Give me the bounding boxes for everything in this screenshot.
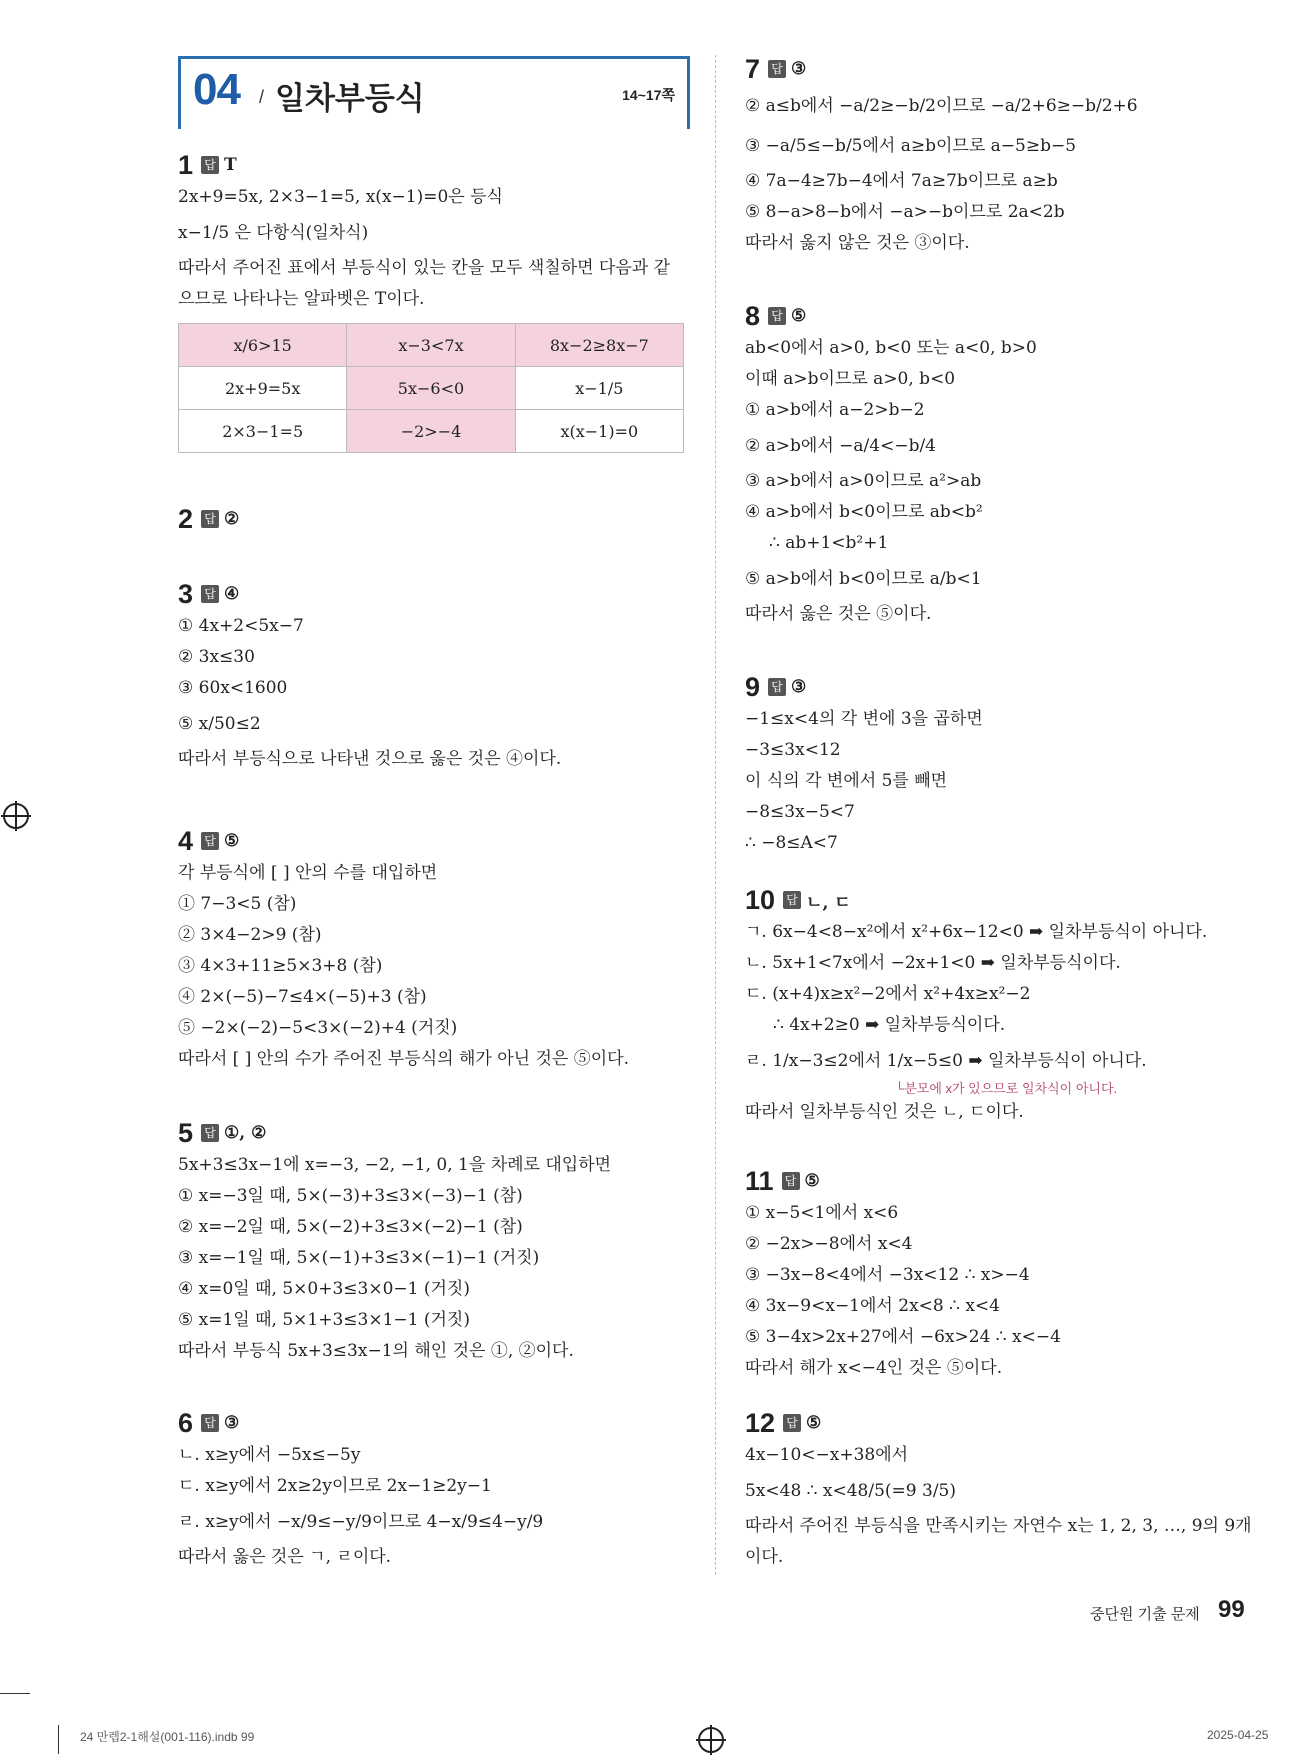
registration-mark-icon	[3, 803, 29, 829]
problem-9	[745, 670, 1265, 859]
solution-line: 따라서 옳은 것은 ⑤이다.	[745, 604, 932, 624]
solution-line: 으므로 나타나는 알파벳은 T이다.	[178, 289, 425, 309]
solution-line: ㄹ. x≥y에서 −x/9≤−y/9이므로 4−x/9≤4−y/9	[178, 1512, 544, 1532]
answer-tag: 답	[783, 891, 801, 909]
solution-line: ② −2x>−8에서 x<4	[745, 1234, 913, 1254]
solution-line: ③ 4×3+11≥5×3+8 (참)	[178, 956, 383, 976]
problem-number: 7	[745, 53, 761, 84]
solution-line: ∴ 4x+2≥0 ➡ 일차부등식이다.	[773, 1015, 1006, 1035]
solution-line: x−1/5 은 다항식(일차식)	[178, 223, 369, 243]
solution-line: ③ 60x<1600	[178, 678, 288, 698]
inequality-table	[178, 323, 684, 453]
chapter-header	[178, 56, 690, 129]
solution-line: −1≤x<4의 각 변에 3을 곱하면	[745, 709, 983, 729]
solution-line: 5x<48 ∴ x<48/5(=9 3/5)	[745, 1481, 956, 1501]
solution-line: −8≤3x−5<7	[745, 802, 855, 822]
table-cell: −2>−4	[347, 410, 515, 453]
answer-value: ⑤	[791, 306, 807, 326]
problem-10	[745, 883, 1265, 1128]
solution-line: ㄷ. (x+4)x≥x²−2에서 x²+4x≥x²−2	[745, 984, 1031, 1004]
answer-tag: 답	[783, 1414, 801, 1432]
solution-line: ② x=−2일 때, 5×(−2)+3≤3×(−2)−1 (참)	[178, 1217, 523, 1237]
problem-number: 2	[178, 503, 194, 534]
answer-tag: 답	[201, 832, 219, 850]
solution-line: 따라서 주어진 표에서 부등식이 있는 칸을 모두 색칠하면 다음과 같	[178, 258, 671, 278]
solution-line: ㄴ. 5x+1<7x에서 −2x+1<0 ➡ 일차부등식이다.	[745, 953, 1121, 973]
answer-tag: 답	[201, 156, 219, 174]
solution-line: ③ −a/5≤−b/5에서 a≥b이므로 a−5≥b−5	[745, 136, 1077, 156]
answer-tag: 답	[201, 510, 219, 528]
solution-line: 각 부등식에 [ ] 안의 수를 대입하면	[178, 863, 438, 883]
solution-line: ㄴ. x≥y에서 −5x≤−5y	[178, 1445, 361, 1465]
problem-number: 5	[178, 1117, 194, 1148]
answer-value: ①, ②	[224, 1123, 267, 1143]
solution-line: ① x−5<1에서 x<6	[745, 1203, 899, 1223]
crop-mark	[58, 1725, 59, 1754]
problem-number: 4	[178, 825, 194, 856]
solution-line: ∴ ab+1<b²+1	[769, 533, 889, 553]
answer-value: ⑤	[224, 831, 240, 851]
solution-line: ③ −3x−8<4에서 −3x<12 ∴ x>−4	[745, 1265, 1030, 1285]
answer-value: ③	[224, 1413, 240, 1433]
solution-line: ② a≤b에서 −a/2≥−b/2이므로 −a/2+6≥−b/2+6	[745, 96, 1138, 116]
solution-line: ③ a>b에서 a>0이므로 a²>ab	[745, 471, 982, 491]
answer-tag: 답	[201, 1414, 219, 1432]
table-cell: x(x−1)=0	[515, 410, 683, 453]
answer-tag: 답	[768, 678, 786, 696]
solution-line: 따라서 일차부등식인 것은 ㄴ, ㄷ이다.	[745, 1102, 1024, 1122]
answer-tag: 답	[201, 1124, 219, 1142]
solution-line: ⑤ −2×(−2)−5<3×(−2)+4 (거짓)	[178, 1018, 458, 1038]
problem-12	[745, 1406, 1265, 1573]
solution-line: ④ 2×(−5)−7≤4×(−5)+3 (참)	[178, 987, 427, 1007]
solution-line: ④ a>b에서 b<0이므로 ab<b²	[745, 502, 983, 522]
table-cell: 2×3−1=5	[179, 410, 347, 453]
solution-line: ⑤ x=1일 때, 5×1+3≤3×1−1 (거짓)	[178, 1310, 470, 1330]
table-cell: x−1/5	[515, 367, 683, 410]
solution-line: ab<0에서 a>0, b<0 또는 a<0, b>0	[745, 338, 1037, 358]
problem-5	[178, 1116, 688, 1367]
answer-value: ③	[791, 59, 807, 79]
print-date: 2025-04-25	[1207, 1728, 1269, 1742]
solution-line: 따라서 주어진 부등식을 만족시키는 자연수 x는 1, 2, 3, …, 9의 9개	[745, 1516, 1252, 1536]
answer-value: ㄴ, ㄷ	[806, 892, 851, 913]
solution-line: 따라서 부등식 5x+3≤3x−1의 해인 것은 ①, ②이다.	[178, 1341, 574, 1361]
solution-line: ⑤ 8−a>8−b에서 −a>−b이므로 2a<2b	[745, 202, 1065, 222]
answer-value: ④	[224, 584, 240, 604]
problem-1	[178, 148, 688, 453]
solution-line: ∴ −8≤A<7	[745, 833, 838, 853]
registration-mark-icon	[698, 1727, 724, 1753]
solution-line: 4x−10<−x+38에서	[745, 1445, 909, 1465]
table-cell: 2x+9=5x	[179, 367, 347, 410]
problem-number: 12	[745, 1407, 776, 1438]
answer-tag: 답	[782, 1172, 800, 1190]
chapter-slash: /	[259, 87, 265, 107]
problem-number: 3	[178, 578, 194, 609]
solution-line: ③ x=−1일 때, 5×(−1)+3≤3×(−1)−1 (거짓)	[178, 1248, 540, 1268]
problem-6	[178, 1406, 688, 1573]
column-divider	[715, 55, 716, 1575]
solution-line: −3≤3x<12	[745, 740, 841, 760]
answer-tag: 답	[768, 60, 786, 78]
table-cell: x−3<7x	[347, 324, 515, 367]
solution-line: ② 3×4−2>9 (참)	[178, 925, 322, 945]
solution-line: ① 7−3<5 (참)	[178, 894, 297, 914]
chapter-pages: 14~17쪽	[622, 87, 675, 103]
problem-3	[178, 577, 688, 775]
crop-mark	[0, 1693, 30, 1694]
solution-line: 5x+3≤3x−1에 x=−3, −2, −1, 0, 1을 차례로 대입하면	[178, 1155, 612, 1175]
problem-number: 9	[745, 671, 761, 702]
page-number: 99	[1218, 1596, 1245, 1623]
problem-number: 10	[745, 884, 776, 915]
table-cell: 8x−2≥8x−7	[515, 324, 683, 367]
print-file-info: 24 만렙2-1해설(001-116).indb 99	[80, 1730, 255, 1744]
solution-line: ② a>b에서 −a/4<−b/4	[745, 436, 936, 456]
solution-line: ④ x=0일 때, 5×0+3≤3×0−1 (거짓)	[178, 1279, 470, 1299]
solution-line: ㄷ. x≥y에서 2x≥2y이므로 2x−1≥2y−1	[178, 1476, 492, 1496]
solution-line: ⑤ 3−4x>2x+27에서 −6x>24 ∴ x<−4	[745, 1327, 1061, 1347]
solution-line: 따라서 옳은 것은 ㄱ, ㄹ이다.	[178, 1547, 392, 1567]
answer-value: ⑤	[806, 1413, 822, 1433]
solution-line: ㄱ. 6x−4<8−x²에서 x²+6x−12<0 ➡ 일차부등식이 아니다.	[745, 922, 1208, 942]
answer-value: ⑤	[804, 1171, 820, 1191]
chapter-title: 일차부등식	[275, 81, 425, 116]
solution-line: ① a>b에서 a−2>b−2	[745, 400, 925, 420]
solution-line: ② 3x≤30	[178, 647, 255, 667]
problem-number: 8	[745, 300, 761, 331]
solution-line: 이다.	[745, 1547, 784, 1567]
solution-line: 따라서 부등식으로 나타낸 것으로 옳은 것은 ④이다.	[178, 749, 562, 769]
solution-line: ㄹ. 1/x−3≤2에서 1/x−5≤0 ➡ 일차부등식이 아니다.	[745, 1051, 1147, 1071]
problem-number: 11	[745, 1165, 774, 1196]
answer-tag: 답	[768, 307, 786, 325]
problem-7	[745, 52, 1265, 259]
problem-8	[745, 299, 1265, 630]
solution-line: 따라서 해가 x<−4인 것은 ⑤이다.	[745, 1358, 1003, 1378]
problem-2	[178, 502, 688, 536]
solution-line: 따라서 옳지 않은 것은 ③이다.	[745, 233, 970, 253]
answer-tag: 답	[201, 585, 219, 603]
answer-value: ③	[791, 677, 807, 697]
answer-value: ②	[224, 509, 240, 529]
annotation-note: └분모에 x가 있으므로 일차식이 아니다.	[895, 1081, 1118, 1096]
solution-line: ① x=−3일 때, 5×(−3)+3≤3×(−3)−1 (참)	[178, 1186, 523, 1206]
chapter-number: 04	[193, 65, 240, 114]
solution-line: 2x+9=5x, 2×3−1=5, x(x−1)=0은 등식	[178, 187, 503, 207]
table-cell: x/6>15	[179, 324, 347, 367]
solution-line: ⑤ a>b에서 b<0이므로 a/b<1	[745, 569, 982, 589]
solution-line: 따라서 [ ] 안의 수가 주어진 부등식의 해가 아닌 것은 ⑤이다.	[178, 1049, 629, 1069]
solution-line: ④ 3x−9<x−1에서 2x<8 ∴ x<4	[745, 1296, 1000, 1316]
footer-section-title: 중단원 기출 문제	[1090, 1606, 1200, 1623]
problem-11	[745, 1164, 1265, 1384]
problem-number: 6	[178, 1407, 194, 1438]
problem-number: 1	[178, 149, 194, 180]
problem-4	[178, 824, 688, 1075]
solution-line: 이때 a>b이므로 a>0, b<0	[745, 369, 956, 389]
solution-line: ④ 7a−4≥7b−4에서 7a≥7b이므로 a≥b	[745, 171, 1058, 191]
solution-line: ① 4x+2<5x−7	[178, 616, 304, 636]
table-cell: 5x−6<0	[347, 367, 515, 410]
answer-value: T	[224, 155, 237, 175]
solution-line: 이 식의 각 변에서 5를 빼면	[745, 771, 948, 791]
solution-line: ⑤ x/50≤2	[178, 714, 261, 734]
